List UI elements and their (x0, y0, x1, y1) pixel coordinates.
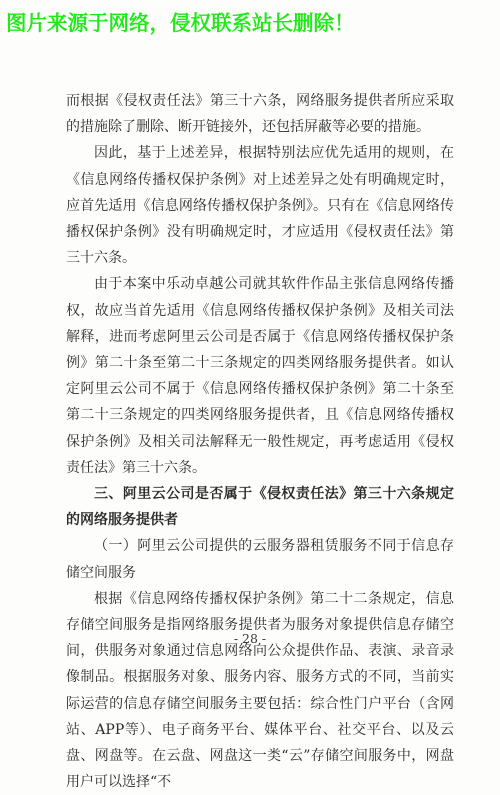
watermark-text: 图片来源于网络，侵权联系站长删除！ (6, 11, 355, 35)
paragraph-2: 因此，基于上述差异，根据特别法应优先适用的规则，在《信息网络传播权保护条例》对上述差异之处有明确规定时，应首先适用《信息网络传播权保护条例》。只有在《信息网络传播权保护条例》没有明确规定时，才应适用《侵权责任法》第三十六条。 (66, 145, 454, 267)
paragraph-4: 根据《信息网络传播权保护条例》第二十二条规定，信息存储空间服务是指网络服务提供者为服务对象提供信息存储空间，供服务对象通过信息网络向公众提供作品、表演、录音录像制品。根据服务对象、服务内容、服务方式的不同，当前实际运营的信息存储空间服务主要包括：综合性门户平台（含网站、APP等）、电子商务平台、媒体平台、社交平台、以及云盘、网盘等。在云盘、网盘这一类“云”存储空间服务中，网盘用户可以选择“不 (66, 590, 454, 791)
paragraph-3: 由于本案中乐动卓越公司就其软件作品主张信息网络传播权，故应当首先适用《信息网络传播权保护条例》及相关司法解释，进而考虑阿里云公司是否属于《信息网络传播权保护条例》第二十条至第二十三条规定的四类网络服务提供者。如认定阿里云公司不属于《信息网络传播权保护条例》第二十条至第二十三条规定的四类网络服务提供者，且《信息网络传播权保护条例》及相关司法解释无一般性规定，再考虑适用《侵权责任法》第三十六条。 (66, 276, 454, 476)
document-body (66, 88, 454, 795)
paragraph-1: 而根据《侵权责任法》第三十六条，网络服务提供者所应采取的措施除了删除、断开链接外，还包括屏蔽等必要的措施。 (66, 93, 454, 136)
page-number: - 28 - (233, 631, 267, 646)
subsection-heading: （一）阿里云公司提供的云服务器租赁服务不同于信息存储空间服务 (66, 538, 454, 581)
section-heading: 三、阿里云公司是否属于《侵权责任法》第三十六条规定的网络服务提供者 (66, 486, 454, 529)
